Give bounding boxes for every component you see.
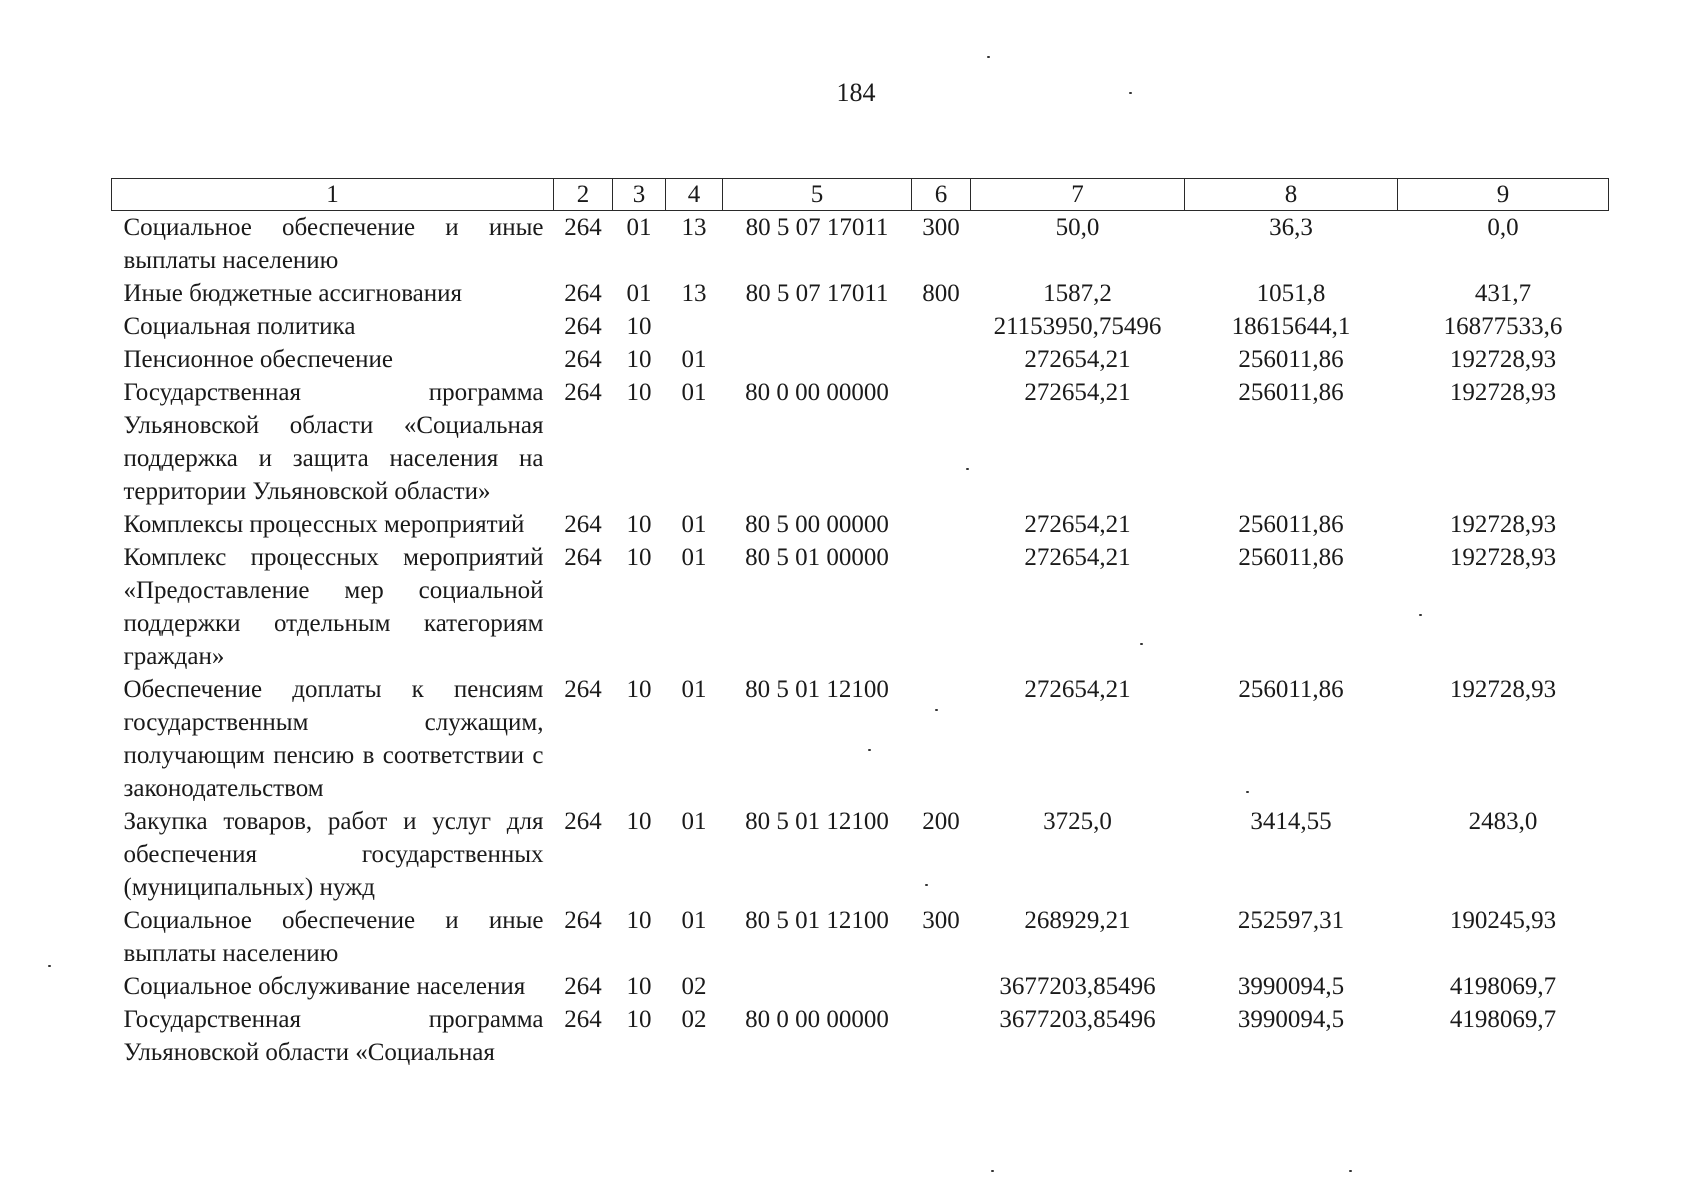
- row-target-code: [723, 970, 912, 1003]
- row-ministry-code: 264: [564, 676, 602, 703]
- row-value-8: 256011,86: [1238, 511, 1344, 538]
- row-name: Социальная политика: [123, 313, 356, 340]
- column-header-1: 1: [112, 179, 554, 211]
- row-section-code: 01: [626, 280, 652, 307]
- row-subsection-code: 13: [681, 280, 707, 307]
- row-ministry-code: 264: [564, 346, 602, 373]
- row-value-7: 272654,21: [1024, 676, 1131, 703]
- scan-speck: [925, 884, 928, 886]
- table-row: [112, 673, 1609, 805]
- scan-speck: [48, 965, 51, 967]
- row-value-9: 192728,93: [1449, 676, 1557, 703]
- row-ministry-code: 264: [564, 280, 602, 307]
- row-target-code: 80 5 00 00000: [745, 511, 889, 538]
- row-ministry-code: 264: [564, 973, 602, 1000]
- row-value-7: 3677203,85496: [999, 973, 1156, 1000]
- row-value-9: 431,7: [1474, 280, 1532, 307]
- row-expense-type: [912, 1003, 971, 1069]
- table-row: [112, 343, 1609, 376]
- header-row: [112, 179, 1609, 211]
- row-target-code: 80 5 07 17011: [745, 280, 889, 307]
- page-number: 184: [836, 78, 876, 107]
- row-value-9: 192728,93: [1449, 379, 1557, 406]
- row-value-8: 256011,86: [1238, 676, 1344, 703]
- row-section-code: 10: [626, 973, 652, 1000]
- row-value-8: 18615644,1: [1231, 313, 1351, 340]
- row-value-8: 256011,86: [1238, 379, 1344, 406]
- row-target-code: 80 5 01 12100: [745, 907, 889, 934]
- row-value-9: 192728,93: [1449, 346, 1557, 373]
- row-expense-type: [912, 970, 971, 1003]
- table-row: [112, 805, 1609, 904]
- row-expense-type: 200: [922, 808, 960, 835]
- scan-speck: [987, 56, 990, 58]
- row-value-7: 1587,2: [1043, 280, 1112, 307]
- row-name: Комплексы процессных мероприятий: [123, 511, 525, 538]
- table-row: [112, 1003, 1609, 1069]
- row-section-code: 10: [626, 676, 652, 703]
- row-name: Пенсионное обеспечение: [123, 346, 393, 373]
- row-value-9: 4198069,7: [1449, 1006, 1557, 1033]
- row-target-code: 80 5 01 12100: [745, 676, 889, 703]
- row-target-code: 80 5 01 00000: [745, 544, 889, 571]
- row-value-9: 192728,93: [1449, 511, 1557, 538]
- table-row: [112, 904, 1609, 970]
- table-row: [112, 541, 1609, 673]
- scan-speck: [1419, 614, 1422, 616]
- table-row: [112, 970, 1609, 1003]
- row-section-code: 10: [626, 511, 652, 538]
- row-subsection-code: 01: [681, 907, 707, 934]
- row-name: Иные бюджетные ассигнования: [123, 280, 463, 307]
- row-ministry-code: 264: [564, 808, 602, 835]
- row-section-code: 10: [626, 907, 652, 934]
- row-section-code: 01: [626, 214, 652, 241]
- row-value-7: 272654,21: [1024, 511, 1131, 538]
- scan-speck: [1246, 791, 1249, 793]
- column-header-6: 6: [912, 179, 971, 211]
- row-subsection-code: 02: [681, 973, 707, 1000]
- row-ministry-code: 264: [564, 1006, 602, 1033]
- row-subsection-code: 01: [681, 676, 707, 703]
- row-name: Государственная программа Ульяновской области «Социальная: [123, 1006, 544, 1066]
- row-expense-type: [912, 310, 971, 343]
- column-header-7: 7: [971, 179, 1185, 211]
- row-value-9: 0,0: [1487, 214, 1519, 241]
- row-value-7: 50,0: [1055, 214, 1100, 241]
- row-ministry-code: 264: [564, 544, 602, 571]
- row-value-7: 21153950,75496: [993, 313, 1162, 340]
- row-value-7: 272654,21: [1024, 379, 1131, 406]
- row-ministry-code: 264: [564, 511, 602, 538]
- row-expense-type: 800: [922, 280, 960, 307]
- row-value-9: 16877533,6: [1443, 313, 1563, 340]
- row-value-9: 190245,93: [1449, 907, 1557, 934]
- scan-speck: [1129, 92, 1132, 94]
- row-name: Комплекс процессных мероприятий «Предоставление мер социальной поддержки отдельным категориям граждан»: [123, 544, 544, 670]
- row-value-7: 272654,21: [1024, 346, 1131, 373]
- row-target-code: [723, 310, 912, 343]
- table-row: [112, 211, 1609, 278]
- row-ministry-code: 264: [564, 214, 602, 241]
- row-subsection-code: 01: [681, 808, 707, 835]
- row-expense-type: 300: [922, 907, 960, 934]
- column-header-9: 9: [1398, 179, 1609, 211]
- scan-speck: [966, 468, 969, 470]
- row-section-code: 10: [626, 1006, 652, 1033]
- row-section-code: 10: [626, 544, 652, 571]
- scan-speck: [1140, 643, 1143, 645]
- row-value-7: 268929,21: [1024, 907, 1131, 934]
- row-name: Закупка товаров, работ и услуг для обеспечения государственных (муниципальных) нужд: [123, 808, 544, 901]
- scan-speck: [868, 749, 871, 751]
- row-value-8: 256011,86: [1238, 346, 1344, 373]
- column-header-2: 2: [554, 179, 613, 211]
- row-value-8: 252597,31: [1237, 907, 1345, 934]
- row-expense-type: [912, 376, 971, 508]
- row-value-7: 272654,21: [1024, 544, 1131, 571]
- row-ministry-code: 264: [564, 313, 602, 340]
- scan-speck: [935, 709, 938, 711]
- column-header-3: 3: [613, 179, 666, 211]
- table-row: [112, 508, 1609, 541]
- row-value-9: 2483,0: [1468, 808, 1538, 835]
- scan-speck: [991, 1170, 994, 1172]
- column-header-4: 4: [666, 179, 723, 211]
- budget-table: [111, 178, 1609, 1069]
- row-value-8: 3414,55: [1250, 808, 1332, 835]
- row-ministry-code: 264: [564, 379, 602, 406]
- row-expense-type: 300: [922, 214, 960, 241]
- table-header: [112, 179, 1609, 211]
- row-name: Обеспечение доплаты к пенсиям государственным служащим, получающим пенсию в соответствии с законодательством: [123, 676, 544, 802]
- row-value-9: 4198069,7: [1449, 973, 1557, 1000]
- row-value-8: 3990094,5: [1237, 1006, 1345, 1033]
- row-subsection-code: 02: [681, 1006, 707, 1033]
- row-expense-type: [912, 673, 971, 805]
- row-value-9: 192728,93: [1449, 544, 1557, 571]
- row-subsection-code: 01: [681, 379, 707, 406]
- table-row: [112, 277, 1609, 310]
- row-section-code: 10: [626, 313, 652, 340]
- column-header-5: 5: [723, 179, 912, 211]
- row-target-code: 80 5 07 17011: [745, 214, 889, 241]
- scan-speck: [1349, 1170, 1352, 1172]
- row-expense-type: [912, 343, 971, 376]
- row-subsection-code: 01: [681, 346, 707, 373]
- row-target-code: 80 5 01 12100: [745, 808, 889, 835]
- row-value-8: 1051,8: [1256, 280, 1326, 307]
- column-header-8: 8: [1185, 179, 1398, 211]
- row-name: Социальное обслуживание населения: [123, 973, 526, 1000]
- row-expense-type: [912, 541, 971, 673]
- row-value-8: 3990094,5: [1237, 973, 1345, 1000]
- row-value-8: 256011,86: [1238, 544, 1344, 571]
- row-target-code: 80 0 00 00000: [745, 379, 889, 406]
- row-subsection-code: [666, 310, 723, 343]
- table-body: [112, 211, 1609, 1070]
- row-subsection-code: 01: [681, 511, 707, 538]
- row-subsection-code: 01: [681, 544, 707, 571]
- row-expense-type: [912, 508, 971, 541]
- row-subsection-code: 13: [681, 214, 707, 241]
- row-section-code: 10: [626, 808, 652, 835]
- row-ministry-code: 264: [564, 907, 602, 934]
- table-row: [112, 376, 1609, 508]
- row-name: Социальное обеспечение и иные выплаты населению: [123, 214, 544, 274]
- row-value-7: 3725,0: [1043, 808, 1112, 835]
- row-section-code: 10: [626, 379, 652, 406]
- row-target-code: 80 0 00 00000: [745, 1006, 889, 1033]
- row-name: Государственная программа Ульяновской области «Социальная поддержка и защита населения на территории Ульяновской области»: [123, 379, 544, 505]
- row-name: Социальное обеспечение и иные выплаты населению: [123, 907, 544, 967]
- row-target-code: [723, 343, 912, 376]
- table-row: [112, 310, 1609, 343]
- row-section-code: 10: [626, 346, 652, 373]
- row-value-8: 36,3: [1269, 214, 1313, 241]
- row-value-7: 3677203,85496: [999, 1006, 1156, 1033]
